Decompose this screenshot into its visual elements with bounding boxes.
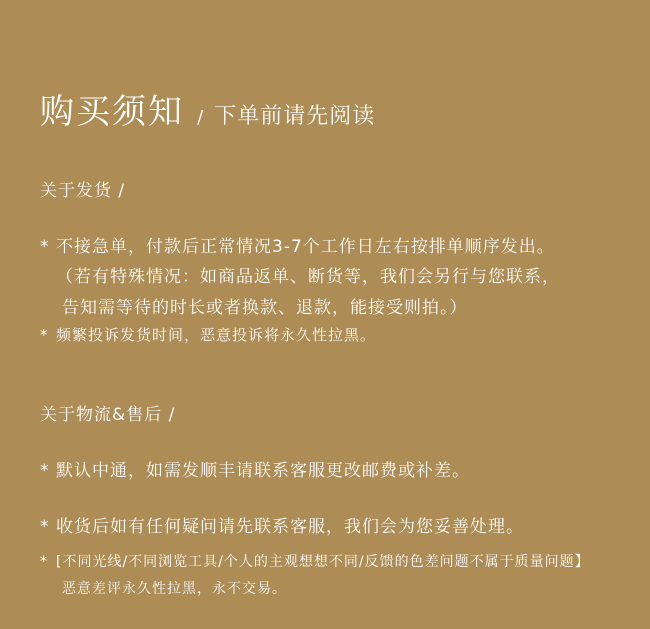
notice-line-1 — [40, 551, 590, 571]
bullet-star: * — [40, 517, 50, 537]
logistics-line-text: 收货后如有任何疑问请先联系客服，我们会为您妥善处理。 — [56, 517, 524, 537]
shipping-line-text: 频繁投诉发货时间，恶意投诉将永久性拉黑。 — [56, 326, 377, 344]
shipping-line-4 — [40, 324, 376, 345]
shipping-line-1 — [40, 232, 555, 257]
bullet-star: * — [40, 326, 49, 344]
bullet-star: * — [40, 237, 50, 257]
shipping-line-text: 告知需等待的时长或者换款、退款，能接受则拍。） — [62, 298, 468, 318]
section-heading-logistics: 关于物流&售后 / — [40, 405, 176, 425]
section-heading-shipping: 关于发货 / — [40, 181, 126, 201]
notice-line-2 — [62, 578, 287, 598]
page-subtitle: 下单前请先阅读 — [214, 104, 376, 129]
bullet-star: * — [40, 461, 50, 481]
logistics-line-2 — [40, 512, 524, 537]
notice-text: [不同光线/不同浏览工具/个人的主观想想不同/反馈的色差问题不属于质量问题】 — [56, 554, 590, 570]
shipping-line-2 — [56, 262, 560, 287]
shipping-line-3 — [62, 293, 468, 318]
page-header — [40, 84, 375, 133]
logistics-line-text: 默认中通，如需发顺丰请联系客服更改邮费或补差。 — [56, 461, 470, 481]
page-title: 购买须知 — [40, 92, 184, 132]
notice-text: 恶意差评永久性拉黑，永不交易。 — [62, 581, 287, 597]
shipping-line-text: （若有特殊情况：如商品返单、断货等，我们会另行与您联系， — [56, 267, 560, 287]
shipping-line-text: 不接急单，付款后正常情况3-7个工作日左右按排单顺序发出。 — [56, 237, 555, 257]
title-separator: / — [197, 107, 204, 128]
logistics-line-1 — [40, 456, 470, 481]
bullet-star: * — [40, 554, 48, 570]
